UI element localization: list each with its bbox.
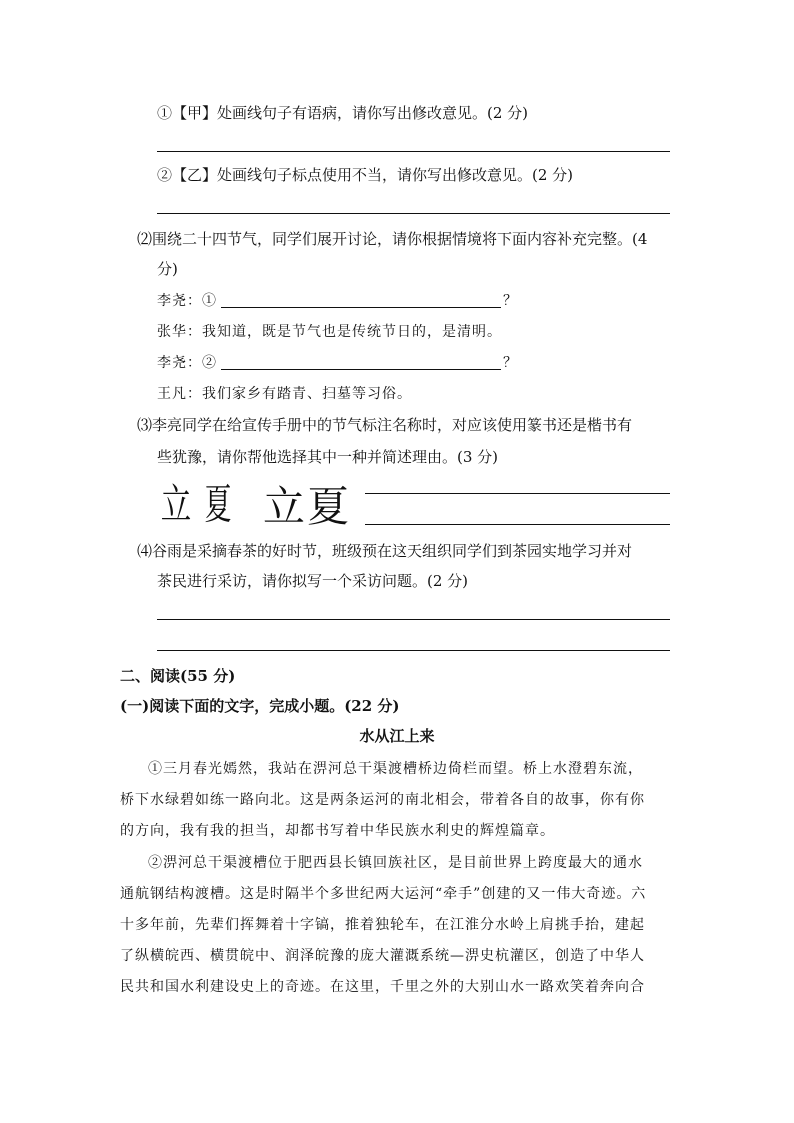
dialogue-end-3: ？ bbox=[503, 355, 518, 371]
q4-prompt-line1: ⑷谷雨是采摘春茶的好时节，班级预在这天组织同学们到茶园实地学习并对 bbox=[137, 542, 633, 560]
dialogue-blank-3 bbox=[221, 369, 501, 370]
answer-line bbox=[365, 524, 670, 525]
section-heading: 二、阅读(55 分) bbox=[120, 667, 236, 685]
article-title: 水从江上来 bbox=[359, 727, 435, 745]
seal-char-li: 立 bbox=[160, 481, 192, 529]
answer-line bbox=[157, 151, 670, 152]
answer-line bbox=[157, 619, 670, 620]
q3-prompt-line1: ⑶李亮同学在给宣传手册中的节气标注名称时，对应该使用篆书还是楷书有 bbox=[137, 416, 633, 434]
article-line: 通航钢结构渡槽。这是时隔半个多世纪两大运河“牵手”创建的又一伟大奇迹。六 bbox=[120, 886, 647, 902]
article-line: 桥下水绿碧如练一路向北。这是两条运河的南北相会，带着各自的故事，你有你 bbox=[120, 792, 645, 808]
seal-char-xia: 夏 bbox=[204, 481, 232, 529]
dialogue-speaker-1: 李尧：① bbox=[157, 293, 217, 309]
sub-heading: (一)阅读下面的文字，完成小题。(22 分) bbox=[120, 697, 400, 715]
q1-item-b: ②【乙】处画线句子标点使用不当，请你写出修改意见。(2 分) bbox=[157, 166, 574, 184]
q1-item-a: ①【甲】处画线句子有语病，请你写出修改意见。(2 分) bbox=[157, 104, 529, 122]
dialogue-line-4: 王凡：我们家乡有踏青、扫墓等习俗。 bbox=[157, 386, 412, 402]
article-line: 民共和国水利建设史上的奇迹。在这里，千里之外的大别山水一路欢笑着奔向合 bbox=[120, 979, 645, 995]
q4-prompt-line2: 茶民进行采访，请你拟写一个采访问题。(2 分) bbox=[157, 572, 469, 590]
q2-prompt-line1: ⑵围绕二十四节气，同学们展开讨论，请你根据情境将下面内容补充完整。(4 bbox=[137, 230, 648, 248]
article-line: ①三月春光嫣然，我站在淠河总干渠渡槽桥边倚栏而望。桥上水澄碧东流， bbox=[148, 761, 643, 777]
answer-line bbox=[157, 213, 670, 214]
answer-line bbox=[365, 493, 670, 494]
dialogue-end-1: ？ bbox=[503, 293, 518, 309]
article-line: 的方向，我有我的担当，却都书写着中华民族水利史的辉煌篇章。 bbox=[120, 823, 555, 839]
seal-script-chars bbox=[158, 483, 236, 529]
q2-prompt-line2: 分) bbox=[157, 260, 178, 278]
answer-line bbox=[157, 650, 670, 651]
article-line: 了纵横皖西、横贯皖中、润泽皖豫的庞大灌溉系统—淠史杭灌区，创造了中华人 bbox=[120, 948, 645, 964]
kaishu-chars: 立夏 bbox=[263, 482, 352, 531]
article-line: ②淠河总干渠渡槽位于肥西县长镇回族社区，是目前世界上跨度最大的通水 bbox=[148, 855, 643, 871]
article-line: 十多年前，先辈们挥舞着十字镐，推着独轮车，在江淮分水岭上肩挑手抬，建起 bbox=[120, 917, 645, 933]
dialogue-blank-1 bbox=[221, 307, 501, 308]
dialogue-line-2: 张华：我知道，既是节气也是传统节日的，是清明。 bbox=[157, 324, 502, 340]
dialogue-speaker-3: 李尧：② bbox=[157, 355, 217, 371]
q3-prompt-line2: 些犹豫，请你帮他选择其中一种并简述理由。(3 分) bbox=[157, 448, 499, 466]
